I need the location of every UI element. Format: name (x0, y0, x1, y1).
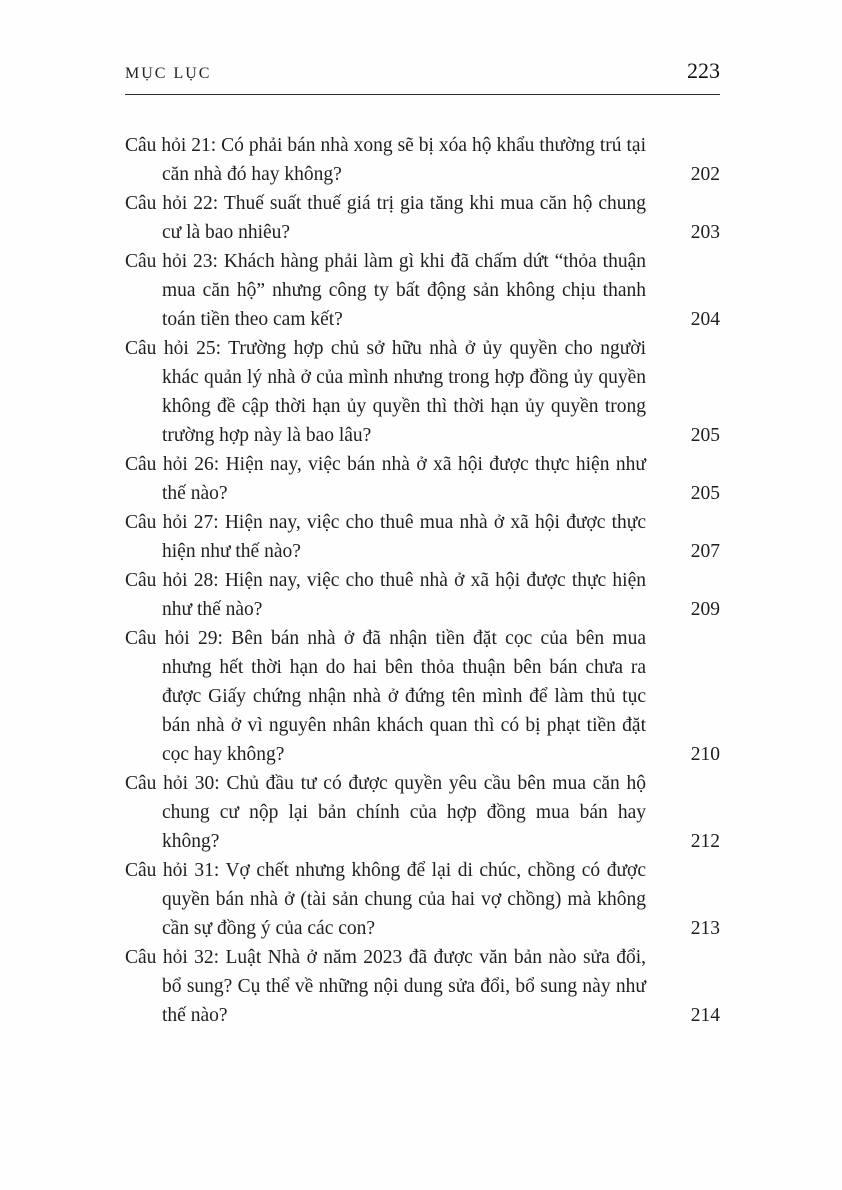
toc-entry-page-number: 202 (690, 164, 720, 185)
page-header (125, 58, 720, 95)
toc-entry (125, 508, 720, 566)
toc-entry (125, 334, 720, 450)
toc-entry-page-number: 203 (690, 222, 720, 243)
toc-entry-page-number: 214 (690, 1005, 720, 1026)
toc-entry-text: Câu hỏi 23: Khách hàng phải làm gì khi đã chấm dứt “thỏa thuận mua căn hộ” nhưng công ty bất động sản không chịu thanh toán tiền theo cam kết? (125, 251, 646, 330)
toc-entry (125, 189, 720, 247)
toc-entry (125, 769, 720, 856)
toc-entry-page-number: 209 (690, 599, 720, 620)
toc-entry-page-number: 205 (690, 483, 720, 504)
page-header-page-number: 223 (687, 58, 720, 83)
toc-entry-text: Câu hỏi 25: Trường hợp chủ sở hữu nhà ở ủy quyền cho người khác quản lý nhà ở của mình nhưng trong hợp đồng ủy quyền không đề cập thời hạn ủy quyền thì thời hạn ủy quyền trong trường hợp này là bao lâu? (125, 338, 646, 446)
toc-entry-text: Câu hỏi 29: Bên bán nhà ở đã nhận tiền đặt cọc của bên mua nhưng hết thời hạn do hai bên thỏa thuận bên bán chưa ra được Giấy chứng nhận nhà ở đứng tên mình để làm thủ tục bán nhà ở vì nguyên nhân khách quan thì có bị phạt tiền đặt cọc hay không? (125, 628, 646, 765)
toc-entry-page-number: 207 (690, 541, 720, 562)
toc-entry-text: Câu hỏi 30: Chủ đầu tư có được quyền yêu cầu bên mua căn hộ chung cư nộp lại bản chính của hợp đồng mua bán hay không? (125, 773, 646, 852)
toc-list (125, 131, 720, 1030)
toc-entry-page-number: 204 (690, 309, 720, 330)
toc-entry (125, 450, 720, 508)
toc-entry-text: Câu hỏi 28: Hiện nay, việc cho thuê nhà ở xã hội được thực hiện như thế nào? (125, 570, 646, 620)
toc-entry (125, 247, 720, 334)
toc-entry-page-number: 210 (690, 744, 720, 765)
toc-entry-text: Câu hỏi 27: Hiện nay, việc cho thuê mua nhà ở xã hội được thực hiện như thế nào? (125, 512, 646, 562)
toc-entry (125, 856, 720, 943)
toc-entry (125, 943, 720, 1030)
toc-entry (125, 624, 720, 769)
toc-entry (125, 131, 720, 189)
page-header-title: MỤC LỤC (125, 65, 212, 82)
toc-entry-text: Câu hỏi 32: Luật Nhà ở năm 2023 đã được văn bản nào sửa đổi, bổ sung? Cụ thể về những nội dung sửa đổi, bổ sung này như thế nào? (125, 947, 646, 1026)
toc-entry-text: Câu hỏi 22: Thuế suất thuế giá trị gia tăng khi mua căn hộ chung cư là bao nhiêu? (125, 193, 646, 243)
toc-entry (125, 566, 720, 624)
toc-entry-page-number: 212 (690, 831, 720, 852)
toc-entry-text: Câu hỏi 21: Có phải bán nhà xong sẽ bị xóa hộ khẩu thường trú tại căn nhà đó hay không? (125, 135, 646, 185)
toc-entry-text: Câu hỏi 31: Vợ chết nhưng không để lại di chúc, chồng có được quyền bán nhà ở (tài sản chung của hai vợ chồng) mà không cần sự đồng ý của các con? (125, 860, 646, 939)
toc-entry-page-number: 205 (690, 425, 720, 446)
toc-entry-text: Câu hỏi 26: Hiện nay, việc bán nhà ở xã hội được thực hiện như thế nào? (125, 454, 646, 504)
toc-entry-page-number: 213 (690, 918, 720, 939)
